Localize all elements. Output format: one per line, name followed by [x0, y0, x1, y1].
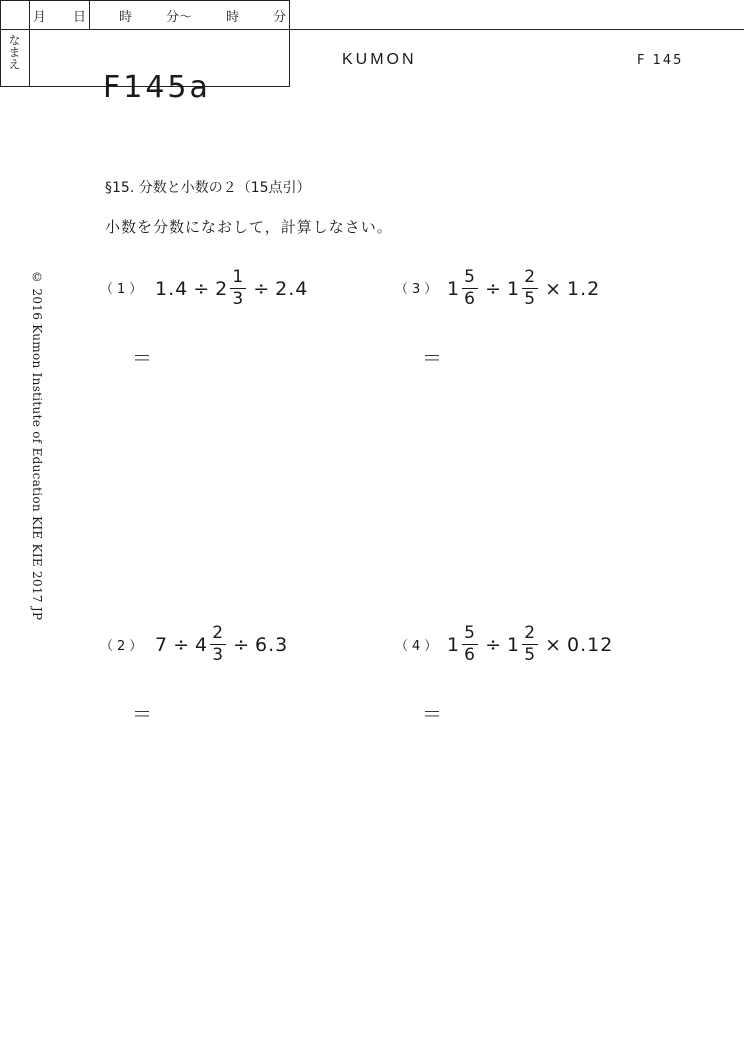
operand: 0.12: [567, 633, 614, 656]
divide-sign: ÷: [173, 633, 191, 656]
fraction: [522, 268, 538, 309]
divide-sign: ÷: [253, 277, 271, 300]
whole-part: 2: [215, 277, 229, 300]
instruction: 小数を分数になおして，計算しなさい。: [105, 218, 393, 236]
problem-4-number: （4）: [395, 639, 442, 654]
whole-part: 1: [447, 633, 461, 656]
numerator: 1: [232, 267, 245, 287]
problem-3-number: （3）: [395, 282, 442, 297]
minute-start-label: 分～: [166, 10, 193, 25]
multiply-sign: ×: [545, 633, 563, 656]
whole-part: 4: [195, 633, 209, 656]
date-time-row: [0, 0, 744, 30]
minute-end-label: 分: [273, 10, 287, 25]
divide-sign: ÷: [193, 277, 211, 300]
divide-sign: ÷: [485, 633, 503, 656]
copyright-notice: © 2016 Kumon Institute of Education KIE KIE 2017 JP: [30, 270, 44, 621]
numerator: 5: [464, 623, 476, 643]
numerator: 2: [524, 267, 537, 287]
denominator: 5: [524, 289, 537, 309]
name-label: なまえ: [7, 34, 21, 70]
sheet-code: F145a: [103, 70, 211, 105]
month-label: 月: [33, 10, 47, 25]
day-label: 日: [73, 10, 87, 25]
problem-1-equals: ＝: [132, 346, 152, 370]
denominator: 3: [232, 289, 245, 309]
operand: 1.2: [567, 277, 601, 300]
fraction: [230, 268, 246, 309]
box-divider: [29, 0, 30, 87]
problem-2-equals: ＝: [132, 702, 152, 726]
problem-1-expression: [155, 268, 308, 309]
problem-3-equals: ＝: [422, 346, 442, 370]
denominator: 6: [464, 289, 476, 309]
operand: 7: [155, 633, 169, 656]
numerator: 5: [464, 267, 476, 287]
divide-sign: ÷: [233, 633, 251, 656]
box-divider: [89, 0, 90, 29]
operand: 6.3: [255, 633, 289, 656]
problem-4-equals: ＝: [422, 702, 442, 726]
section-title: §15. 分数と小数の２（15点引）: [105, 180, 311, 196]
problem-2-number: （2）: [100, 639, 147, 654]
numerator: 2: [212, 623, 225, 643]
operand: 1.4: [155, 277, 189, 300]
numerator: 2: [524, 623, 537, 643]
denominator: 6: [464, 645, 476, 665]
problem-4-expression: [447, 624, 613, 665]
hour-start-label: 時: [119, 10, 133, 25]
hour-end-label: 時: [226, 10, 240, 25]
operand: 2.4: [275, 277, 309, 300]
fraction: [462, 624, 478, 665]
top-right-code: F 145: [637, 53, 684, 68]
fraction: [210, 624, 226, 665]
denominator: 5: [524, 645, 537, 665]
denominator: 3: [212, 645, 225, 665]
problem-2-expression: [155, 624, 288, 665]
kumon-logo: KUMON: [342, 51, 417, 68]
divide-sign: ÷: [485, 277, 503, 300]
whole-part: 1: [507, 277, 521, 300]
whole-part: 1: [447, 277, 461, 300]
problem-1-number: （1）: [100, 282, 147, 297]
multiply-sign: ×: [545, 277, 563, 300]
fraction: [462, 268, 478, 309]
whole-part: 1: [507, 633, 521, 656]
fraction: [522, 624, 538, 665]
problem-3-expression: [447, 268, 600, 309]
